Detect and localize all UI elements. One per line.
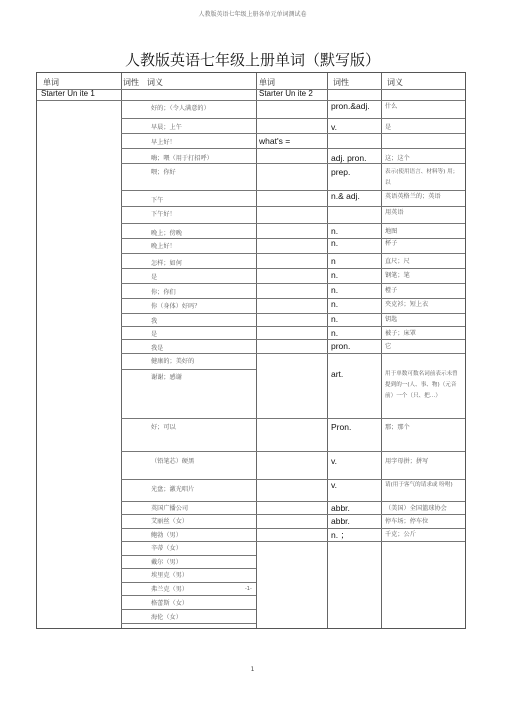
right-pos-cell: v. [331, 456, 337, 466]
right-meaning-cell: 地图 [385, 228, 398, 235]
left-meaning-cell: 海伦（女） [151, 614, 182, 621]
column-header-word-2: 单词 [259, 78, 275, 87]
right-meaning-cell: 用英语 [385, 209, 404, 216]
left-meaning-cell: 鲍勃（男） [151, 532, 182, 539]
left-meaning-cell: 我是 [151, 345, 164, 352]
right-pos-cell: abbr. [331, 503, 350, 513]
column-header-meaning-2: 词义 [387, 78, 403, 87]
left-meaning-cell: 你；你们 [151, 289, 176, 296]
page-number: 1 [250, 666, 255, 673]
left-meaning-cell: 健康的；美好的 [151, 358, 195, 365]
right-meaning-cell: 用于单数可数名词前表示未曾提到的一(人、事、物)（元音前）一个（只、把…） [385, 371, 458, 399]
right-meaning-cell: 这；这个 [385, 155, 410, 162]
right-meaning-cell: 请(用于客气的请求或 吩咐) [385, 482, 453, 488]
right-pos-cell: n. ； [331, 530, 349, 540]
left-meaning-cell: 光盘；激光唱片 [151, 486, 195, 493]
left-meaning-cell: 怎样；如何 [151, 260, 182, 267]
left-meaning-cell: 英国广播公司 [151, 505, 189, 512]
section-label-left: Starter Un ite 1 [41, 89, 95, 98]
right-pos-cell: n.& adj. [331, 191, 360, 201]
left-meaning-cell: 艾丽丝（女） [151, 518, 189, 525]
right-pos-cell: abbr. [331, 516, 350, 526]
column-header-meaning: 词义 [147, 78, 163, 87]
left-meaning-cell: 格蕾斯（女） [151, 600, 189, 607]
section-label-right: Starter Un ite 2 [259, 89, 313, 98]
right-meaning-cell: 英语英格兰的；英语 [385, 193, 441, 200]
right-pos-cell: n. [331, 270, 339, 280]
left-meaning-cell: 你（身体）好吗？ [151, 303, 201, 310]
left-meaning-cell: 嗨；喂（用于打招呼） [151, 155, 213, 162]
right-meaning-cell: 用字母拼；拼写 [385, 458, 429, 465]
right-pos-cell: v. [331, 480, 337, 490]
right-word-cell: what's = [259, 136, 291, 146]
left-meaning-cell: 谢谢；感谢 [151, 374, 182, 381]
right-meaning-cell: 表示(使用语言、材料等) 用；以 [385, 169, 459, 186]
right-meaning-cell: 橙子 [385, 287, 398, 294]
right-meaning-cell: 夹克衫；短上衣 [385, 301, 429, 308]
right-pos-cell: v. [331, 122, 337, 132]
page-title: 人教版英语七年级上册单词（默写版） [124, 51, 380, 69]
right-pos-cell: n. [331, 299, 339, 309]
right-pos-cell: n [331, 256, 336, 266]
left-meaning-cell: 早上好！ [151, 139, 176, 146]
left-meaning-cell: 喂；你好 [151, 169, 176, 176]
vocabulary-table [36, 72, 466, 629]
left-meaning-cell: 好；可以 [151, 424, 176, 431]
right-meaning-cell: 千克；公斤 [385, 531, 416, 538]
right-pos-cell: pron.&adj. [331, 101, 370, 111]
right-pos-cell: n. [331, 314, 339, 324]
left-meaning-cell: （铅笔芯）硬黑 [151, 458, 195, 465]
right-meaning-cell: 被子；床罩 [385, 330, 416, 337]
column-header-word: 单词 [43, 78, 59, 87]
left-meaning-cell: 是 [151, 331, 158, 338]
right-pos-cell: Pron. [331, 422, 352, 432]
left-meaning-cell: 弗兰克（男） [151, 586, 189, 593]
right-pos-cell: n. [331, 285, 339, 295]
left-meaning-cell: 戴尔（男） [151, 559, 182, 566]
right-pos-cell: pron. [331, 341, 351, 351]
left-meaning-cell: 晚上好！ [151, 243, 176, 250]
left-meaning-cell: 我 [151, 318, 158, 325]
left-meaning-cell: 埃里克（男） [151, 572, 189, 579]
right-meaning-cell: 直尺；尺 [385, 258, 410, 265]
column-header-pos: 词性 [123, 78, 139, 87]
right-pos-cell: n. [331, 328, 339, 338]
left-meaning-cell: 早晨；上午 [151, 124, 182, 131]
right-meaning-cell: 停车场；停车位 [385, 518, 429, 525]
right-meaning-cell: 是 [385, 124, 392, 131]
right-meaning-cell: 钢笔；笔 [385, 272, 410, 279]
row-marker: -1- [245, 586, 252, 592]
right-meaning-cell: 那；那个 [385, 424, 410, 431]
right-meaning-cell: （美国）全国篮球协会 [385, 505, 447, 512]
left-meaning-cell: 晚上；傍晚 [151, 230, 182, 237]
left-meaning-cell: 好的；（令人满意的） [151, 105, 210, 112]
page-header: 人教版英语七年级上册各单元单词测试卷 [198, 11, 307, 18]
right-meaning-cell: 钥匙 [385, 316, 398, 323]
right-pos-cell: prep. [331, 167, 351, 177]
column-header-pos-2: 词性 [333, 78, 349, 87]
left-meaning-cell: 是 [151, 274, 158, 281]
left-meaning-cell: 辛蒂（女） [151, 545, 182, 552]
left-meaning-cell: 下午好！ [151, 211, 176, 218]
right-pos-cell: art. [331, 369, 344, 379]
right-pos-cell: n. [331, 226, 339, 236]
right-meaning-cell: 什么 [385, 103, 398, 110]
right-meaning-cell: 杯子 [385, 240, 398, 247]
left-meaning-cell: 下午 [151, 197, 164, 204]
right-meaning-cell: 它 [385, 343, 392, 350]
right-pos-cell: adj. pron. [331, 153, 367, 163]
right-pos-cell: n. [331, 238, 339, 248]
